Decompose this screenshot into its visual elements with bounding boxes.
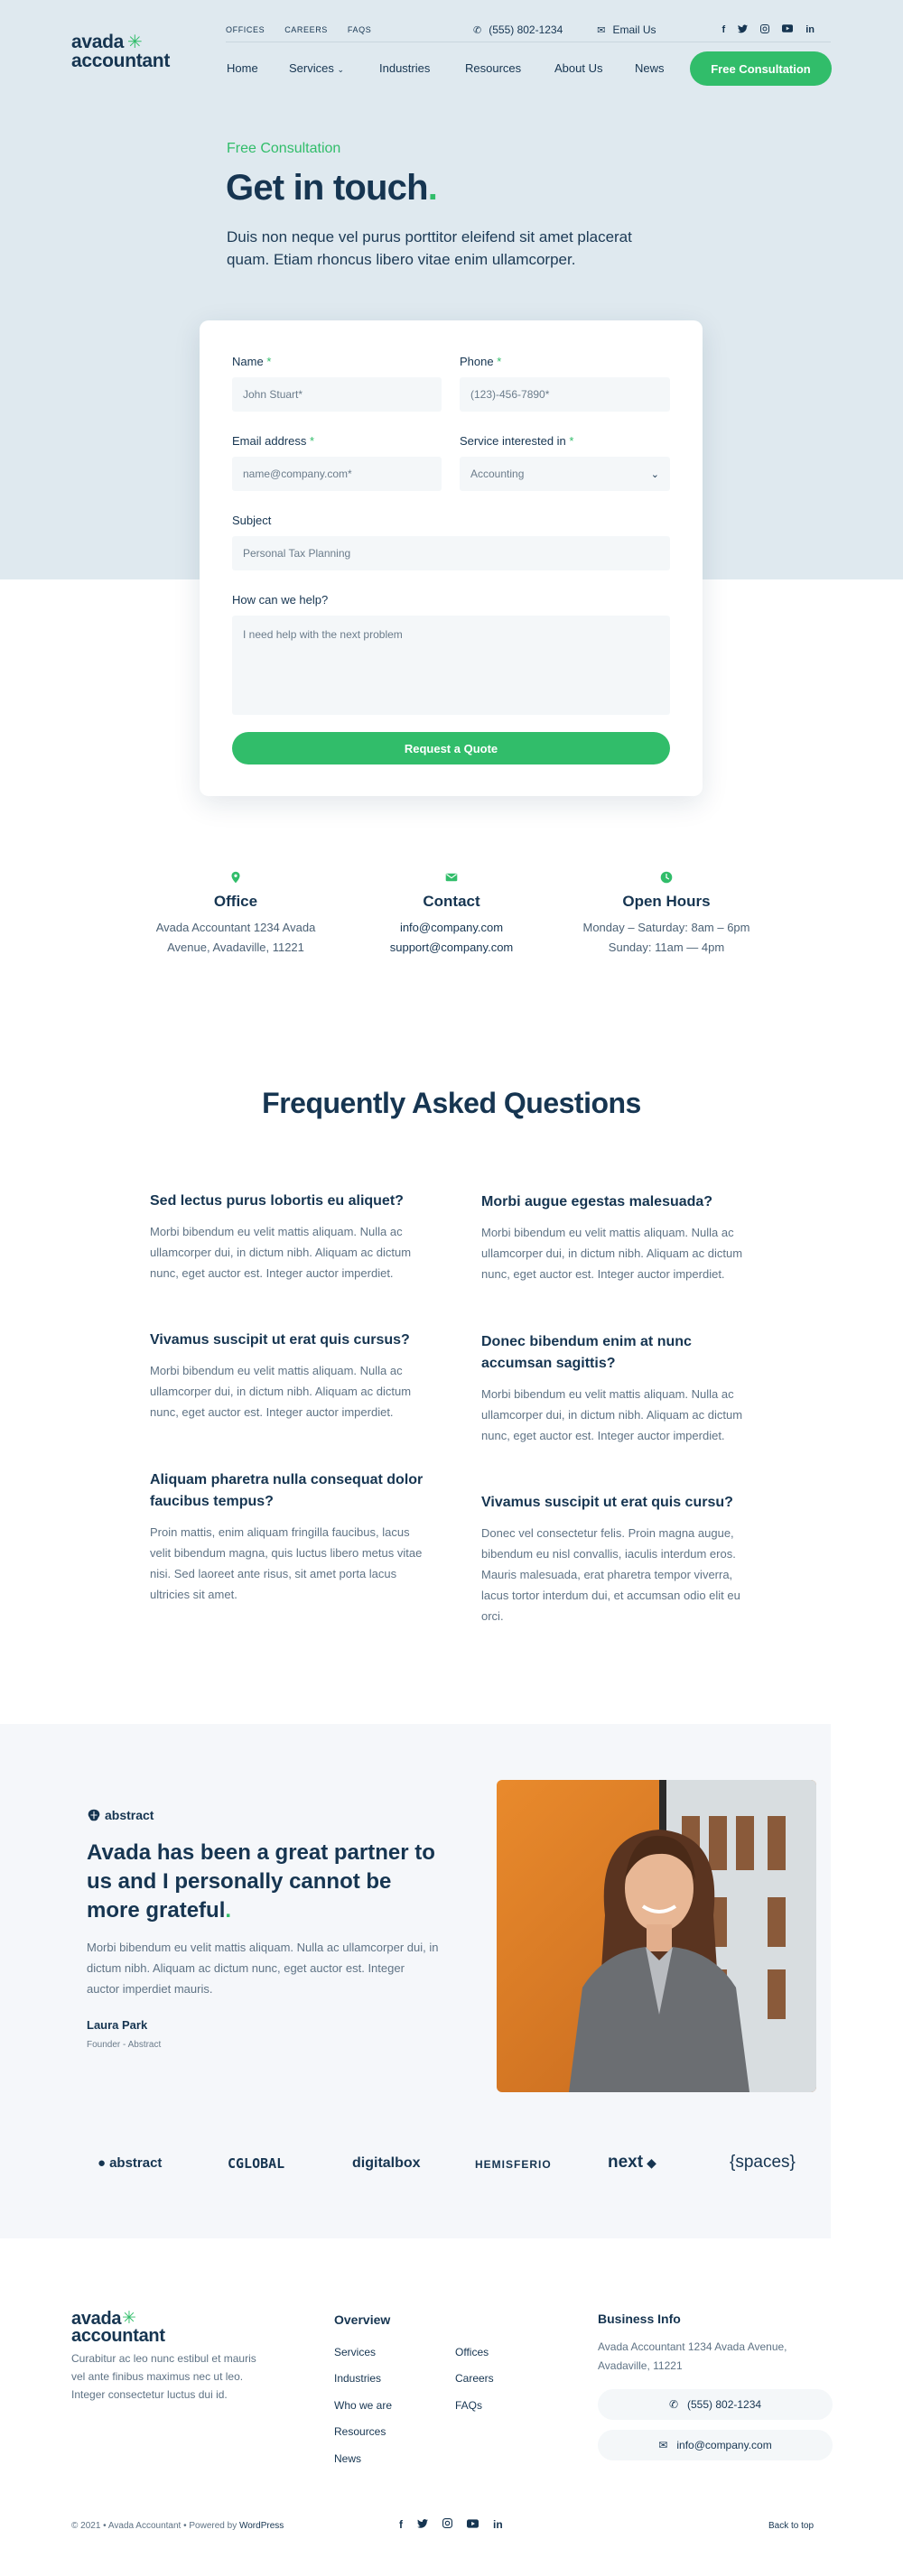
instagram-icon[interactable] [760, 24, 769, 36]
abstract-mark-icon: ● [98, 2155, 107, 2171]
hours-info [554, 871, 779, 958]
wordpress-link[interactable]: WordPress [238, 2521, 284, 2531]
footer-link-faqs[interactable]: FAQs [455, 2399, 483, 2412]
free-consultation-button[interactable]: Free Consultation [690, 51, 832, 86]
subject-label: Subject [232, 514, 272, 527]
request-quote-button[interactable]: Request a Quote [232, 732, 670, 764]
faq-question: Sed lectus purus lobortis eu aliquet? [150, 1193, 404, 1209]
location-pin-icon [229, 871, 242, 884]
faq-item [150, 1330, 421, 1422]
faq-item [481, 1191, 752, 1284]
utility-link-offices[interactable]: OFFICES [226, 25, 265, 34]
faq-title: Frequently Asked Questions [262, 1087, 641, 1119]
faq-answer: Morbi bibendum eu velit mattis aliquam. Nulla ac ullamcorper dui, in dictum nibh. Aliquam ac dictum nunc, eget auctor est. Integer auctor imperdiet. [150, 1225, 412, 1280]
envelope-icon [445, 871, 458, 884]
utility-link-faqs[interactable]: FAQS [347, 25, 372, 34]
phone-label: Phone * [460, 355, 502, 368]
envelope-icon: ✉ [597, 25, 606, 36]
testimonial-role: Founder - Abstract [87, 2040, 162, 2050]
hours-weekday: Monday – Saturday: 8am – 6pm [582, 921, 750, 934]
contact-title: Contact [423, 893, 480, 910]
faq-question: Morbi augue egestas malesuada? [481, 1194, 713, 1209]
client-logo-next: next ◆ [608, 2153, 656, 2172]
client-logo-digitalbox: digitalbox [352, 2155, 421, 2171]
clock-icon [660, 871, 673, 884]
phone-icon: ✆ [473, 25, 482, 36]
footer-link-who-we-are[interactable]: Who we are [334, 2399, 393, 2412]
office-info [123, 871, 349, 958]
site-logo[interactable]: avada ✳ accountant [71, 32, 171, 71]
footer-business-title: Business Info [598, 2312, 681, 2326]
client-logo-cglobal: CGLOBAL [228, 2155, 285, 2172]
contact-info [339, 871, 564, 958]
facebook-icon[interactable]: f [721, 23, 726, 35]
nav-news[interactable]: News [635, 61, 665, 75]
footer-link-careers[interactable]: Careers [455, 2372, 494, 2385]
testimonial-body: Morbi bibendum eu velit mattis aliquam. Nulla ac ullamcorper dui, in dictum nibh. Aliquam ac dictum nunc, eget auctor est. Integer auctor imperdiet mauris. [87, 1941, 439, 1996]
footer-address: Avada Accountant 1234 Avada Avenue, Avadaville, 11221 [598, 2340, 787, 2372]
faq-item [150, 1191, 421, 1283]
faq-answer: Donec vel consectetur felis. Proin magna augue, bibendum eu nisl convallis, iaculis interdum eros. Mauris malesuada, erat pharetra tempor viverra, lacus tortor interdum dui, et accumsan odio elit eu orci. [481, 1526, 740, 1623]
nav-resources[interactable]: Resources [465, 61, 522, 75]
faq-question: Aliquam pharetra nulla consequat dolor faucibus tempus? [150, 1472, 424, 1509]
hours-sunday: Sunday: 11am — 4pm [608, 941, 725, 954]
phone-icon: ✆ [668, 2398, 678, 2411]
office-address-line2: Avenue, Avadaville, 11221 [167, 941, 304, 954]
footer-social-links [399, 2518, 503, 2531]
utility-email[interactable]: ✉ Email Us [597, 23, 656, 36]
footer-phone-button[interactable]: ✆ (555) 802-1234 [598, 2389, 833, 2420]
envelope-icon: ✉ [658, 2439, 668, 2451]
testimonial-section [0, 1724, 831, 2238]
chevron-down-icon: ⌄ [337, 65, 345, 74]
chevron-down-icon: ⌄ [650, 468, 659, 480]
service-select[interactable]: Accounting ⌄ [460, 457, 670, 491]
faq-answer: Proin mattis, enim aliquam fringilla faucibus, lacus velit bibendum magna, quis luctus libero metus vitae nisi. Sed laoreet ante risus, sit amet porta lacus ultricies sit amet. [150, 1525, 423, 1601]
faq-answer: Morbi bibendum eu velit mattis aliquam. Nulla ac ullamcorper dui, in dictum nibh. Aliquam ac dictum nunc, eget auctor est. Integer auctor imperdiet. [481, 1387, 743, 1442]
email-label: Email address * [232, 434, 315, 448]
help-label: How can we help? [232, 593, 329, 607]
linkedin-icon[interactable]: in [493, 2518, 503, 2531]
footer-logo[interactable]: avada ✳ accountant [71, 2309, 165, 2346]
client-logo-spaces: {spaces} [730, 2153, 796, 2172]
footer-email-button[interactable]: ✉ info@company.com [598, 2430, 833, 2460]
facebook-icon[interactable]: f [399, 2518, 403, 2531]
nav-industries[interactable]: Industries [379, 61, 431, 75]
faq-item [481, 1492, 752, 1626]
faq-question: Vivamus suscipit ut erat quis cursus? [150, 1332, 410, 1348]
footer-link-industries[interactable]: Industries [334, 2372, 382, 2385]
youtube-icon[interactable] [467, 2518, 479, 2531]
linkedin-icon[interactable]: in [805, 23, 815, 35]
faq-item [150, 1469, 430, 1605]
testimonial-quote: Avada has been a great partner to us and I personally cannot be more grateful. [87, 1840, 435, 1923]
faq-answer: Morbi bibendum eu velit mattis aliquam. Nulla ac ullamcorper dui, in dictum nibh. Aliquam ac dictum nunc, eget auctor est. Integer auctor imperdiet. [481, 1226, 743, 1281]
phone-field[interactable]: (123)-456-7890* [460, 377, 670, 412]
hours-title: Open Hours [622, 893, 711, 910]
utility-bar [226, 20, 831, 40]
info-email-link[interactable]: info@company.com [399, 921, 504, 934]
hero-eyebrow: Free Consultation [227, 141, 341, 156]
email-field[interactable]: name@company.com* [232, 457, 442, 491]
footer-description: Curabitur ac leo nunc estibul et mauris vel ante finibus maximus nec ut leo. Integer consectetur luctus dui id. [71, 2352, 256, 2401]
client-logos [87, 2148, 809, 2184]
faq-item [481, 1331, 743, 1446]
office-title: Office [213, 893, 258, 910]
nav-services[interactable]: Services ⌄ [289, 61, 345, 75]
client-logo-hemisferio: HEMISFERIO [475, 2158, 552, 2171]
twitter-icon[interactable] [738, 24, 748, 36]
testimonial-company-logo: abstract [88, 1808, 154, 1822]
faq-question: Donec bibendum enim at nunc accumsan sagittis? [481, 1334, 692, 1371]
next-diamond-icon: ◆ [647, 2155, 656, 2170]
name-field[interactable]: John Stuart* [232, 377, 442, 412]
testimonial-photo [497, 1780, 816, 2092]
footer-link-news[interactable]: News [334, 2452, 362, 2465]
back-to-top-link[interactable]: Back to top [768, 2521, 815, 2531]
contact-form-card [200, 320, 703, 796]
copyright: © 2021 • Avada Accountant • Powered by WordPress [71, 2521, 284, 2531]
instagram-icon[interactable] [442, 2518, 452, 2531]
header-social-links [722, 24, 815, 36]
utility-link-careers[interactable]: CAREERS [284, 25, 328, 34]
footer-link-services[interactable]: Services [334, 2346, 377, 2358]
hero-lead: Duis non neque vel purus porttitor eleifend sit amet placerat quam. Etiam rhoncus libero vitae enim ullamcorper. [227, 228, 632, 268]
footer-link-offices[interactable]: Offices [455, 2346, 489, 2358]
twitter-icon[interactable] [417, 2518, 428, 2531]
page-title: Get in touch. [226, 168, 438, 208]
nav-about-us[interactable]: About Us [554, 61, 603, 75]
subject-field[interactable]: Personal Tax Planning [232, 536, 670, 570]
footer-overview-title: Overview [334, 2312, 391, 2327]
service-label: Service interested in * [460, 434, 574, 448]
utility-phone[interactable]: ✆ (555) 802-1234 [473, 23, 563, 36]
footer-link-resources[interactable]: Resources [334, 2425, 386, 2438]
youtube-icon[interactable] [782, 24, 793, 36]
faq-answer: Morbi bibendum eu velit mattis aliquam. Nulla ac ullamcorper dui, in dictum nibh. Aliquam ac dictum nunc, eget auctor est. Integer auctor imperdiet. [150, 1364, 412, 1419]
office-address-line1: Avada Accountant 1234 Avada [155, 921, 316, 934]
name-label: Name * [232, 355, 272, 368]
support-email-link[interactable]: support@company.com [389, 941, 514, 954]
help-textarea[interactable]: I need help with the next problem [232, 616, 670, 715]
logo-asterisk-icon: ✳ [122, 2309, 136, 2328]
nav-home[interactable]: Home [227, 61, 258, 75]
logo-asterisk-icon: ✳ [127, 32, 143, 52]
faq-question: Vivamus suscipit ut erat quis cursu? [481, 1495, 733, 1510]
testimonial-author: Laura Park [87, 2018, 148, 2032]
client-logo-abstract: ● abstract [98, 2155, 163, 2171]
